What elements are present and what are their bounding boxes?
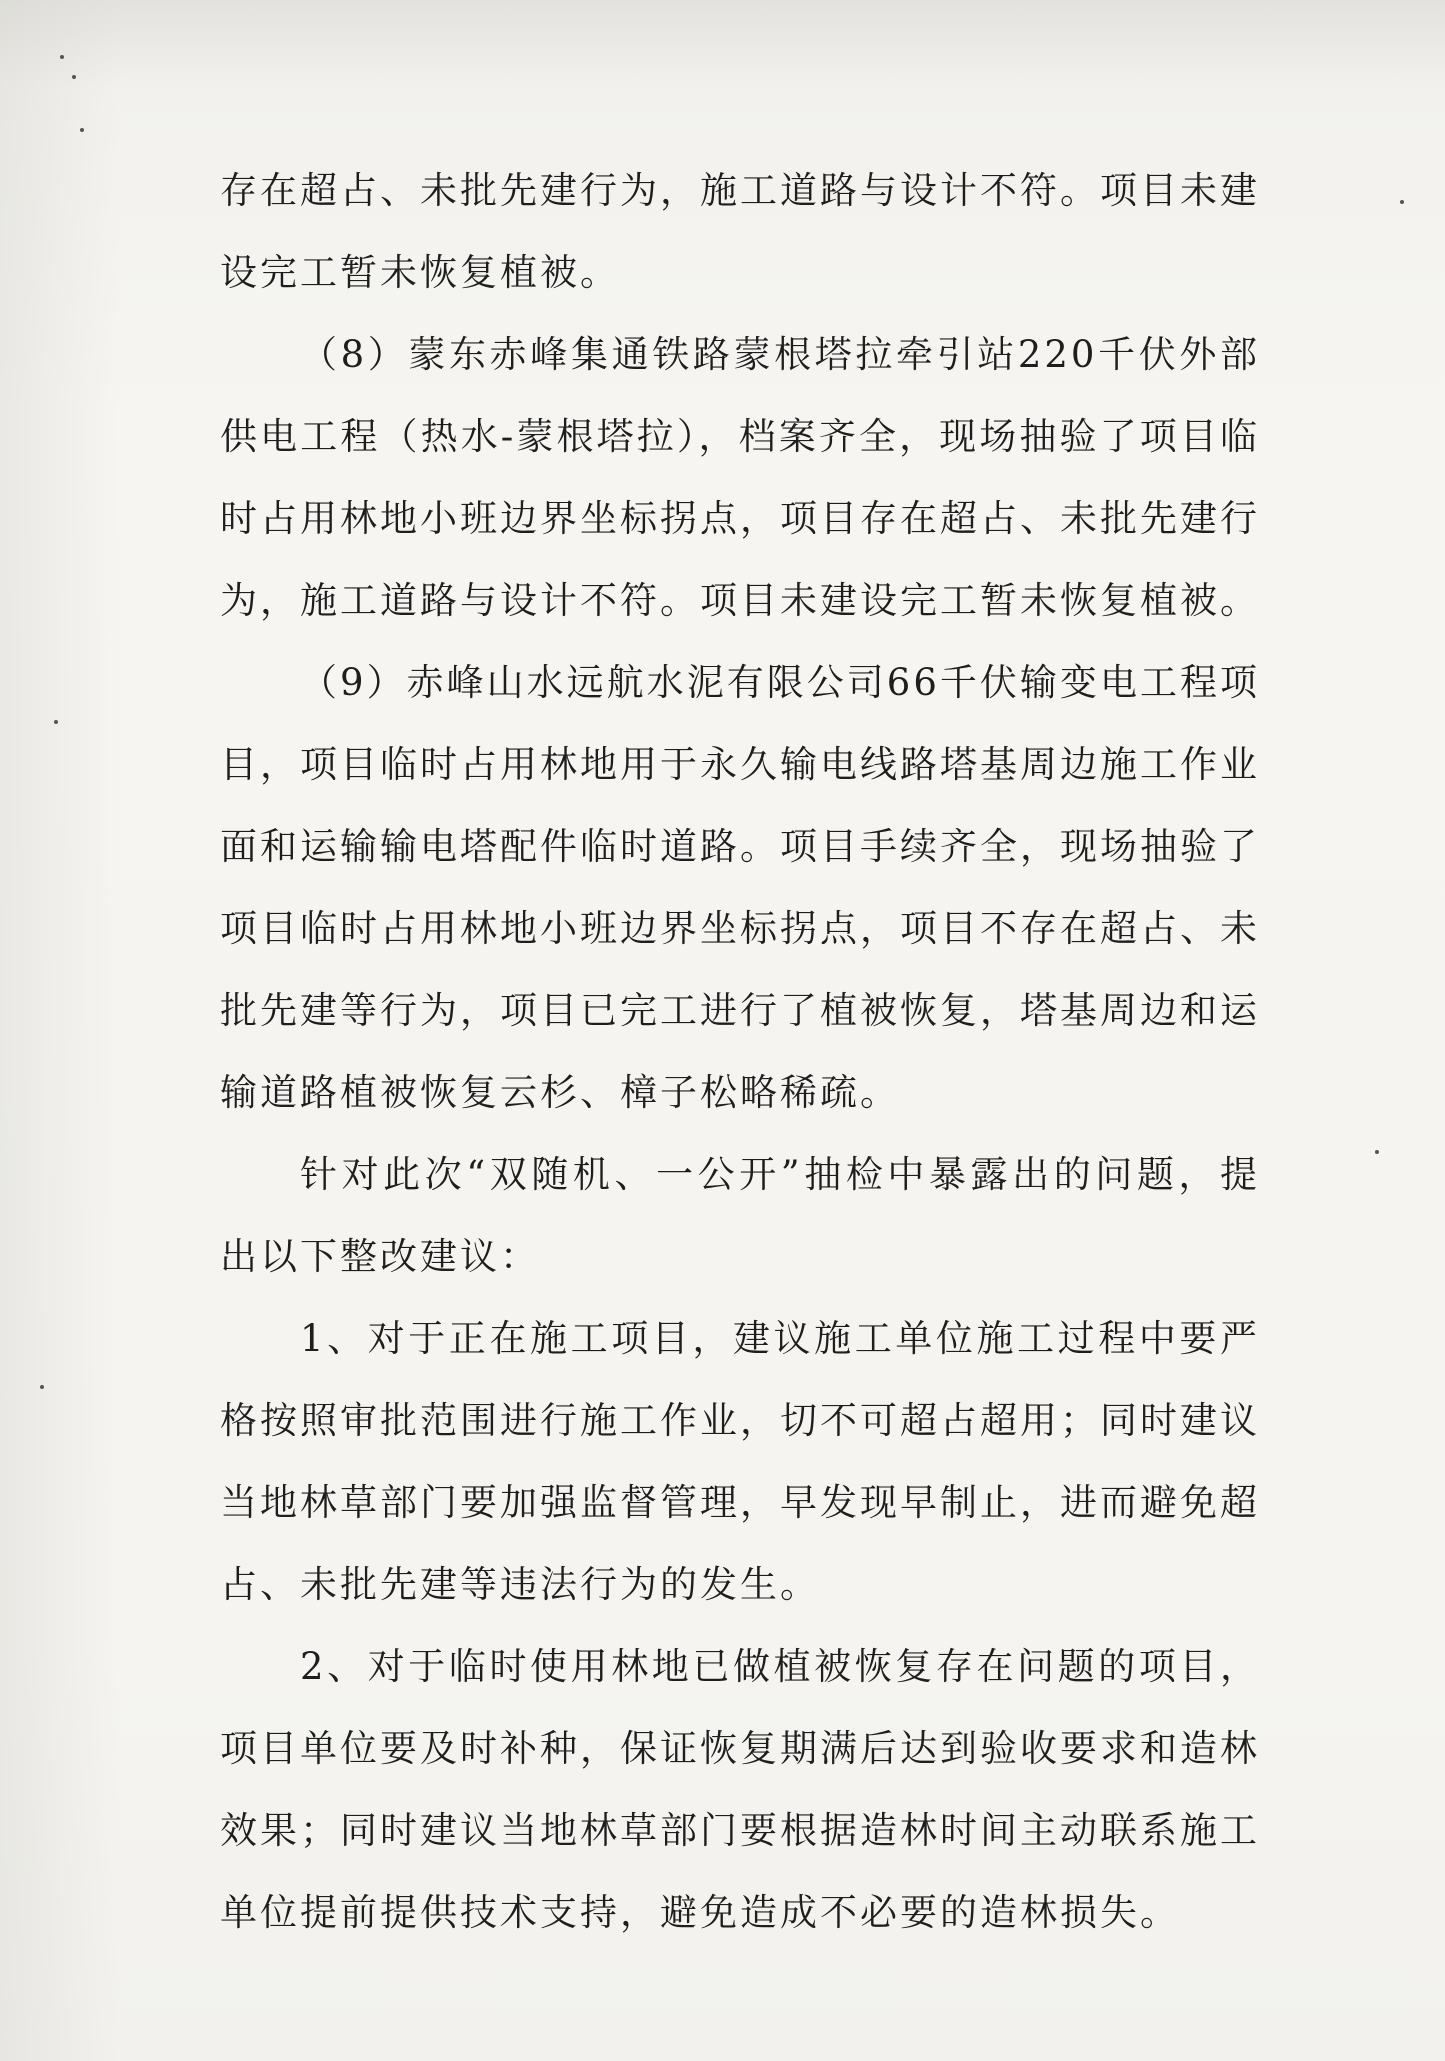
paragraph-suggestion-1: 1、对于正在施工项目，建议施工单位施工过程中要严格按照审批范围进行施工作业，切不可超占超用；同时建议当地林草部门要加强监督管理，早发现早制止，进而避免超占、未批先建等违法行为的发生。 — [220, 1317, 1260, 1606]
scan-speck — [60, 55, 64, 59]
document-body — [220, 150, 1260, 1954]
scan-speck — [40, 1385, 44, 1389]
paragraph-suggestions-intro: 针对此次“双随机、一公开”抽检中暴露出的问题，提出以下整改建议： — [220, 1153, 1260, 1278]
scan-shadow-left — [0, 0, 120, 2061]
scan-speck — [80, 128, 84, 132]
scan-speck — [1375, 1150, 1379, 1154]
scan-speck — [54, 720, 58, 724]
scan-shadow-top — [0, 0, 1445, 90]
paragraph-continuation: 存在超占、未批先建行为，施工道路与设计不符。项目未建设完工暂未恢复植被。 — [220, 169, 1260, 294]
scan-speck — [72, 75, 76, 79]
scan-speck — [1400, 200, 1404, 204]
paragraph-suggestion-2: 2、对于临时使用林地已做植被恢复存在问题的项目，项目单位要及时补种，保证恢复期满后达到验收要求和造林效果；同时建议当地林草部门要根据造林时间主动联系施工单位提前提供技术支持，避免造成不必要的造林损失。 — [220, 1645, 1260, 1934]
paragraph-item-8: （8）蒙东赤峰集通铁路蒙根塔拉牵引站220千伏外部供电工程（热水-蒙根塔拉），档案齐全，现场抽验了项目临时占用林地小班边界坐标拐点，项目存在超占、未批先建行为，施工道路与设计不符。项目未建设完工暂未恢复植被。 — [220, 333, 1260, 622]
paragraph-item-9: （9）赤峰山水远航水泥有限公司66千伏输变电工程项目，项目临时占用林地用于永久输电线路塔基周边施工作业面和运输输电塔配件临时道路。项目手续齐全，现场抽验了项目临时占用林地小班边界坐标拐点，项目不存在超占、未批先建等行为，项目已完工进行了植被恢复，塔基周边和运输道路植被恢复云杉、樟子松略稀疏。 — [220, 661, 1260, 1114]
